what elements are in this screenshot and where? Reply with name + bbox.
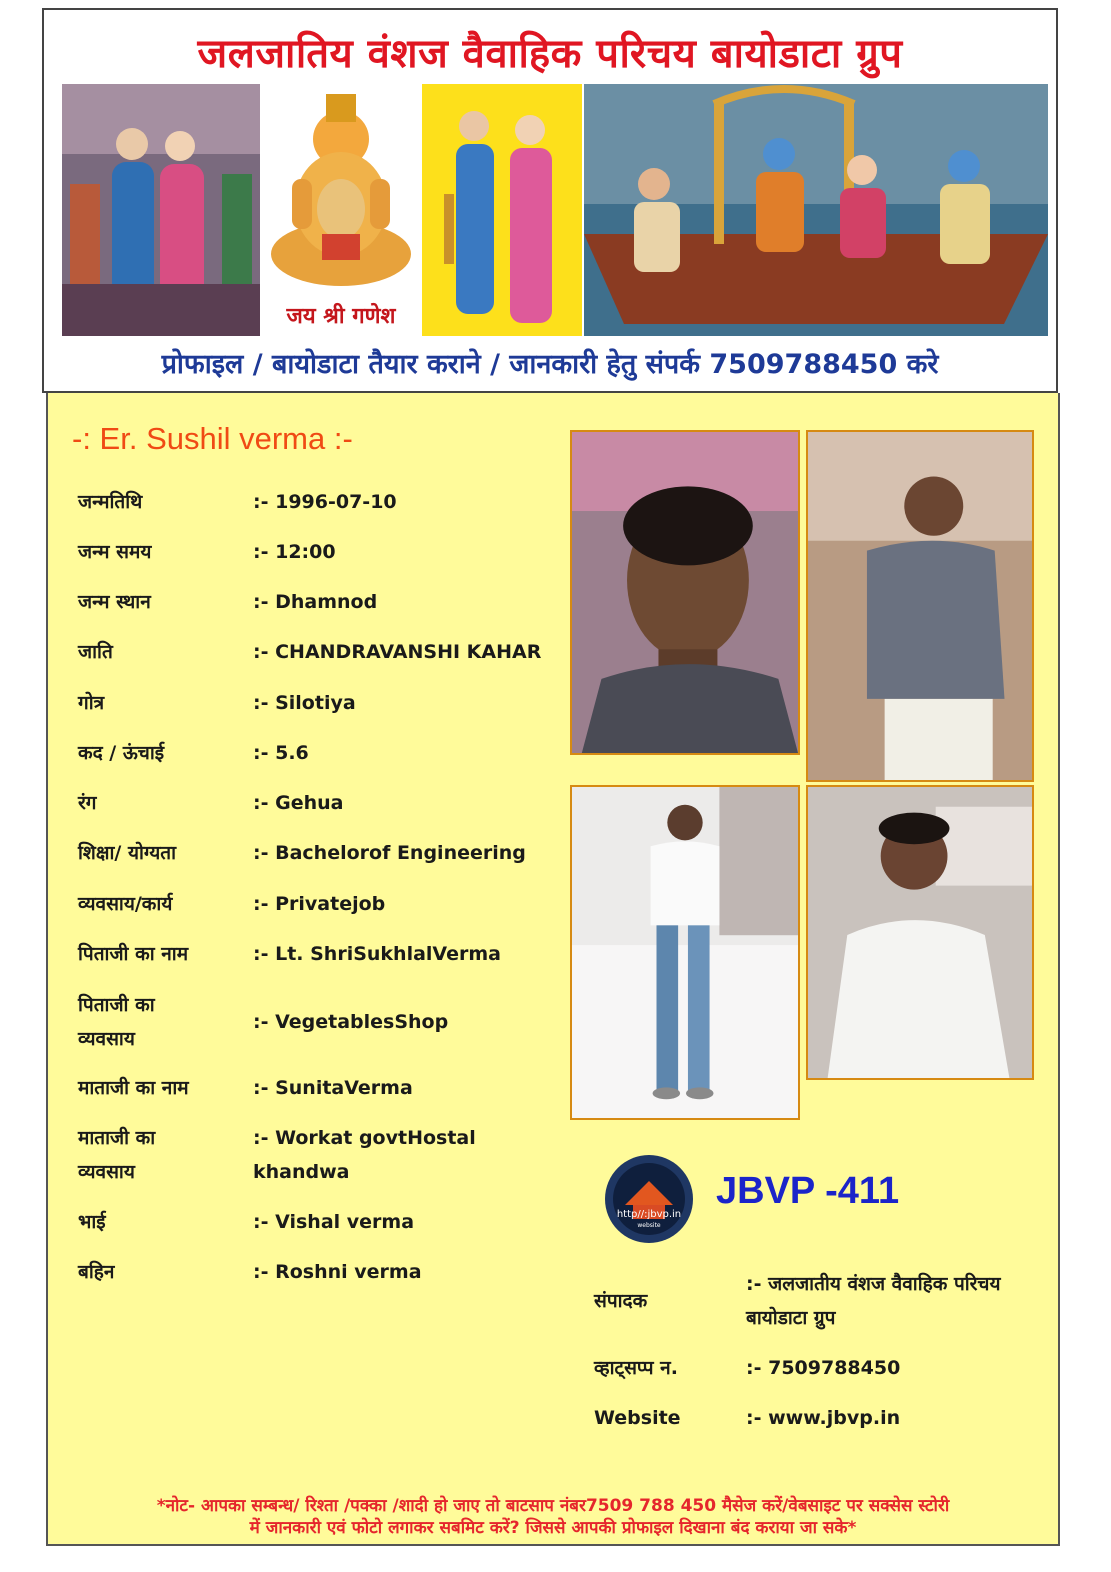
whatsapp-row — [594, 1351, 1034, 1385]
detail-label: भाई — [78, 1211, 106, 1233]
detail-value: :- Vishal verma — [253, 1211, 415, 1233]
detail-row-complexion — [78, 786, 558, 820]
detail-value: :- Workat govtHostal khandwa — [253, 1127, 476, 1183]
detail-value: :- Bachelorof Engineering — [253, 842, 526, 864]
ganesh-image — [262, 84, 420, 336]
detail-label: पिताजी का नाम — [78, 943, 189, 965]
profile-photo-portrait — [570, 430, 800, 755]
detail-row-birth-time — [78, 535, 558, 569]
detail-value: :- SunitaVerma — [253, 1077, 413, 1099]
svg-text:website: website — [637, 1222, 661, 1229]
detail-row-height — [78, 736, 558, 770]
detail-label: बहिन — [78, 1261, 115, 1283]
detail-value: :- 12:00 — [253, 541, 336, 563]
detail-value: :- VegetablesShop — [253, 1011, 449, 1033]
detail-row-gotra — [78, 686, 558, 720]
header-banner — [42, 8, 1058, 393]
detail-value: :- 5.6 — [253, 742, 309, 764]
editor-row — [594, 1267, 1034, 1337]
detail-row-mother-occupation — [78, 1121, 558, 1189]
profile-photo-halfbody-store — [806, 785, 1034, 1080]
website-value[interactable]: :- www.jbvp.in — [746, 1407, 901, 1429]
detail-label: जन्म समय — [78, 541, 152, 563]
whatsapp-value: :- 7509788450 — [746, 1357, 901, 1379]
detail-row-father-name — [78, 937, 558, 971]
detail-value: :- Dhamnod — [253, 591, 378, 613]
profile-photo-standing-store — [570, 785, 800, 1120]
detail-label: माताजी का नाम — [78, 1077, 189, 1099]
detail-value: :- Lt. ShriSukhlalVerma — [253, 943, 501, 965]
website-row — [594, 1401, 1034, 1435]
profile-photo-standing-outdoor — [806, 430, 1034, 782]
banner-contact-line: प्रोफाइल / बायोडाटा तैयार कराने / जानकारी हेतु संपर्क 7509788450 करे — [161, 349, 939, 380]
profile-panel — [46, 393, 1060, 1546]
detail-label: शिक्षा/ योग्यता — [78, 842, 176, 864]
detail-label: व्यवसाय/कार्य — [78, 893, 173, 915]
detail-label: पिताजी का व्यवसाय — [78, 994, 155, 1050]
footer-note — [48, 1495, 1058, 1539]
detail-row-mother-name — [78, 1071, 558, 1105]
detail-label: कद / ऊंचाई — [78, 742, 165, 764]
detail-row-education — [78, 836, 558, 870]
detail-row-occupation — [78, 887, 558, 921]
whatsapp-label: व्हाट्सप्प न. — [594, 1357, 678, 1379]
editor-value: :- जलजातीय वंशज वैवाहिक परिचय बायोडाटा ग्रुप — [746, 1273, 1001, 1329]
jbvp-logo — [603, 1153, 695, 1245]
website-label: Website — [594, 1407, 681, 1429]
detail-value: :- CHANDRAVANSHI KAHAR — [253, 641, 542, 663]
ram-sita-standing-image — [422, 84, 582, 336]
detail-label: रंग — [78, 792, 97, 814]
banner-title: जलजातिय वंशज वैवाहिक परिचय बायोडाटा ग्रुप — [197, 31, 903, 77]
detail-value: :- 1996-07-10 — [253, 491, 397, 513]
profile-id-code: JBVP -411 — [716, 1170, 900, 1212]
detail-row-sister — [78, 1255, 558, 1289]
detail-label: माताजी का व्यवसाय — [78, 1127, 156, 1183]
detail-label: जन्म स्थान — [78, 591, 151, 613]
detail-row-caste — [78, 635, 558, 669]
boat-scene-image — [584, 84, 1048, 336]
ganesh-caption: जय श्री गणेश — [286, 304, 396, 329]
detail-label: जन्मतिथि — [78, 491, 143, 513]
detail-row-father-occupation — [78, 988, 558, 1056]
detail-label: जाति — [78, 641, 113, 663]
footer-note-line2: में जानकारी एवं फोटो लगाकर सबमिट करें? जिससे आपकी प्रोफाइल दिखाना बंद कराया जा सके* — [249, 1518, 857, 1538]
editor-label: संपादक — [594, 1290, 648, 1312]
detail-value: :- Gehua — [253, 792, 344, 814]
detail-row-dob — [78, 485, 558, 519]
detail-value: :- Privatejob — [253, 893, 386, 915]
detail-row-brother — [78, 1205, 558, 1239]
ram-sita-wedding-image — [62, 84, 260, 336]
detail-row-birth-place — [78, 585, 558, 619]
detail-label: गोत्र — [78, 692, 105, 714]
footer-note-line1: *नोट- आपका सम्बन्ध/ रिश्ता /पक्का /शादी हो जाए तो बाटसाप नंबर7509 788 450 मैसेज करें/वेबसाइट पर सक्सेस स्टोरी — [156, 1496, 950, 1516]
candidate-name: -: Er. Sushil verma :- — [72, 421, 353, 456]
detail-value: :- Silotiya — [253, 692, 356, 714]
detail-value: :- Roshni verma — [253, 1261, 422, 1283]
svg-text:http//:jbvp.in: http//:jbvp.in — [616, 1209, 682, 1220]
deity-images-strip — [62, 84, 1048, 336]
